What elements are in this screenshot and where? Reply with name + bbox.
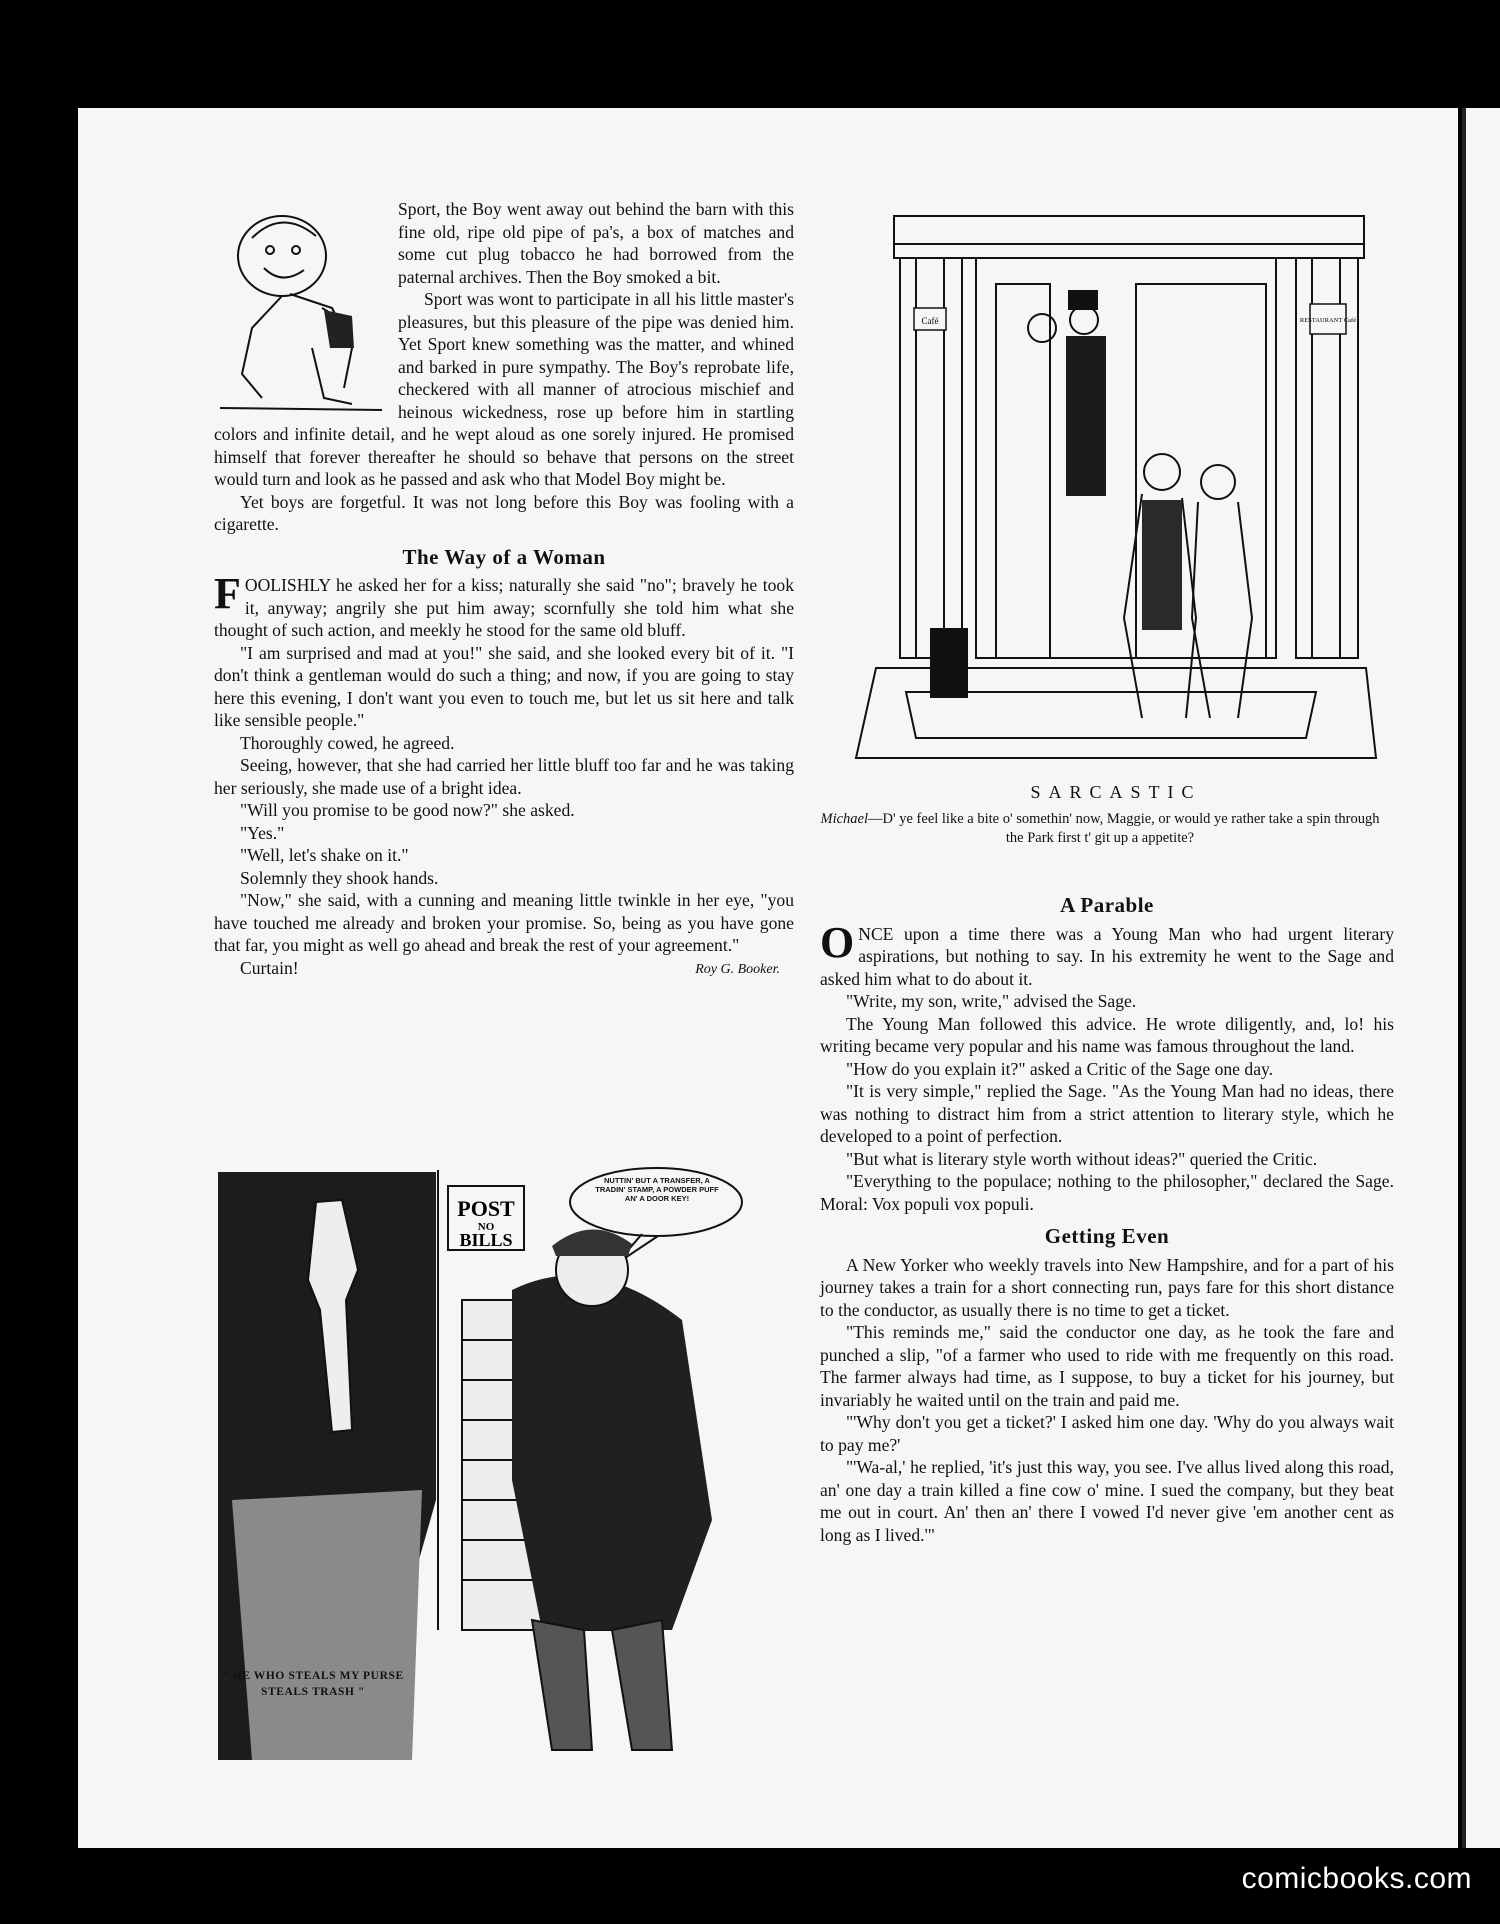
speech-bubble-text: NUTTIN' BUT A TRANSFER, A TRADIN' STAMP, A POWDER PUFF AN' A DOOR KEY! xyxy=(595,1176,719,1203)
getting-even-paragraph: "'Wa-al,' he replied, 'it's just this way, you see. I've allus lived along this road, an' one day a train killed a fine cow o' mine. I sued the company, but they beat me out in court. An' then an' there I vowed I'd never give 'em another cent as long as I lived.'" xyxy=(820,1457,1394,1545)
story-paragraph: Thoroughly cowed, he agreed. xyxy=(240,732,455,753)
purse-caption-line1: " HE WHO STEALS MY PURSE xyxy=(222,1670,404,1682)
dropcap: F xyxy=(214,569,241,618)
getting-even-paragraph: "This reminds me," said the conductor one day, as he took the fare and punched a slip, "of a farmer who used to ride with me frequently on this road. The farmer always had time, as I suppose, to buy a ticket for his journey, but invariably he waited until on the train and paid me. xyxy=(820,1322,1394,1410)
story-paragraph: Curtain! xyxy=(240,957,299,978)
site-watermark: comicbooks.com xyxy=(1241,1862,1472,1895)
story-paragraph: "Well, let's shake on it." xyxy=(240,845,409,865)
getting-even-title: Getting Even xyxy=(1044,1224,1170,1248)
caricature-illustration xyxy=(212,198,390,416)
purse-cartoon-caption xyxy=(204,1668,422,1700)
facing-page-edge xyxy=(1462,108,1500,1848)
intro-paragraph: Sport, the Boy went away out behind the barn with this fine old, ripe old pipe of pa's, a box of matches and some cut plug tobacco he had borrowed from the paternal archives. Then the Boy smoked a bit. xyxy=(398,199,794,287)
story-text xyxy=(214,569,794,979)
story-paragraph: "I am surprised and mad at you!" she said, and she looked every bit of it. "I don't think a gentleman would do such a thing; and now, if you are going to stay here this evening, I don't want you even to touch me, but let us sit here and talk like sensible people." xyxy=(214,642,794,730)
caption-dialogue: —D' ye feel like a bite o' somethin' now, Maggie, or would ye rather take a spin through the Park first t' git up a appetite? xyxy=(868,811,1380,846)
parable-paragraph: "It is very simple," replied the Sage. "As the Young Man had no ideas, there was nothing to distract him from a strict attention to literary style, which he developed to a point of perfection. xyxy=(820,1081,1394,1146)
cafe-sign-left: Café xyxy=(921,316,939,326)
parable-paragraph: The Young Man followed this advice. He wrote diligently, and, lo! his writing became very popular and his name was famous throughout the land. xyxy=(820,1013,1394,1056)
caption-speaker: Michael xyxy=(820,811,869,827)
parable-paragraph: "But what is literary style worth without ideas?" queried the Critic. xyxy=(846,1148,1318,1169)
right-column xyxy=(820,884,1394,1546)
story-paragraph: "Now," she said, with a cunning and meaning little twinkle in her eye, "you have touched me already and broken your promise. So, being as you have gone that far, you might as well go ahead and break the rest of your agreement." xyxy=(214,890,794,955)
cartoon-caption xyxy=(812,810,1388,848)
purse-caption-line2: STEALS TRASH " xyxy=(260,1686,366,1698)
byline: Roy G. Booker. xyxy=(695,962,780,977)
parable-paragraph: "Write, my son, write," advised the Sage. xyxy=(846,991,1137,1011)
getting-even-paragraph: "'Why don't you get a ticket?' I asked him one day. 'Why do you always wait to pay me?' xyxy=(820,1412,1394,1455)
story-paragraph: Seeing, however, that she had carried her little bluff too far and he was taking her seriously, she made use of a bright idea. xyxy=(214,755,794,798)
sarcastic-cartoon xyxy=(846,198,1386,768)
cartoon-caption-title: SARCASTIC xyxy=(1030,782,1202,802)
story-paragraph: "Yes." xyxy=(240,822,285,843)
cafe-sign-right: RESTAURANT Café xyxy=(1299,317,1357,324)
story-title: The Way of a Woman xyxy=(402,544,606,569)
dropcap: O xyxy=(820,917,855,967)
parable-paragraph: "Everything to the populace; nothing to the philosopher," declared the Sage. Moral: Vox populi vox populi. xyxy=(820,1171,1394,1214)
parable-title: A Parable xyxy=(1060,893,1154,917)
left-column xyxy=(214,198,794,982)
parable-paragraph: "How do you explain it?" asked a Critic of the Sage one day. xyxy=(846,1058,1274,1079)
parable-paragraph: NCE upon a time there was a Young Man who had urgent literary aspirations, but nothing to say. In his extremity he went to the Sage and asked him what to do about it. xyxy=(820,923,1394,989)
post-sign-line2: NO xyxy=(477,1221,495,1233)
intro-paragraph: Yet boys are forgetful. It was not long before this Boy was fooling with a cigarette. xyxy=(214,491,794,534)
story-paragraph: OOLISHLY he asked her for a kiss; naturally she said "no"; bravely he took it, anyway; angrily she put him away; scornfully she told him what she thought of such action, and meekly he stood for the same old bluff. xyxy=(214,575,794,640)
getting-even-paragraph: A New Yorker who weekly travels into New Hampshire, and for a part of his journey takes a train for a short connecting run, pays fare for this short distance to the conductor, as usually there is no time to get a ticket. xyxy=(820,1254,1394,1320)
story-paragraph: Solemnly they shook hands. xyxy=(240,867,439,888)
post-sign-line1: POST xyxy=(457,1196,515,1221)
intro-paragraph: Sport was wont to participate in all his little master's pleasures, but this pleasure of the pipe was denied him. Yet Sport knew something was the matter, and whined and barked in pure sympathy. The Boy's reprobate life, checkered with all manner of atrocious mischief and heinous wickedness, rose up before him in startling colors and infinite detail, and he wept aloud as one sorely injured. He promised himself that forever thereafter he should so behave that persons on the street would turn and look as he passed and ask who that Model Boy might be. xyxy=(214,289,794,489)
story-paragraph: "Will you promise to be good now?" she asked. xyxy=(240,800,575,820)
post-sign-line3: BILLS xyxy=(459,1230,513,1250)
